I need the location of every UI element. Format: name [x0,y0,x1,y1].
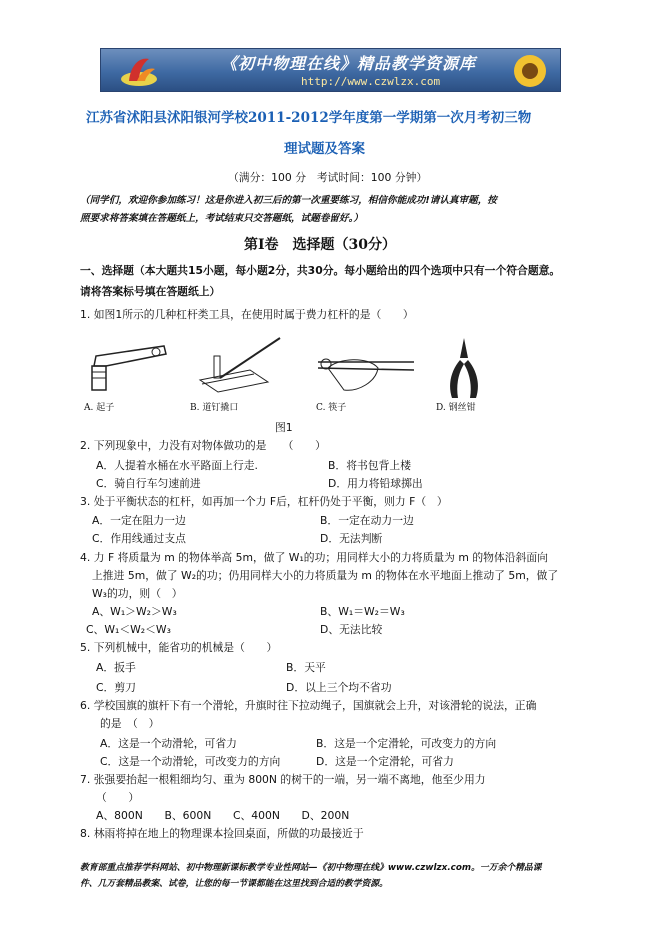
question-4-line3: W₃的功，则（ ） [92,587,183,600]
q2-option-a: A．人提着水桶在水平路面上行走. [96,459,258,472]
q2-option-b: B．将书包背上楼 [328,459,411,472]
question-6-line2: 的是 （ ） [100,717,160,730]
q6-option-b: B．这是一个定滑轮，可改变力的方向 [316,737,497,750]
bottle-opener-figure [84,336,196,398]
q4-option-d: D、无法比较 [320,623,383,636]
question-6-line1: 6. 学校国旗的旗杆下有一个滑轮，升旗时往下拉动绳子，国旗就会上升，对该滑轮的说法，正确 [80,699,537,712]
intro-note-line2: 照要求将答案填在答题纸上，考试结束只交答题纸，试题卷留好。） [80,213,364,224]
exam-title-line1: 江苏省沭阳县沭阳银河学校2011-2012学年度第一学期第一次月考初三物 [86,110,532,126]
banner-title: 《初中物理在线》精品教学资源库 [221,54,477,73]
q4-option-c: C、W₁＜W₂＜W₃ [86,623,171,636]
pliers-figure [440,336,490,400]
exam-meta: （满分：100 分 考试时间：100 分钟） [228,171,428,184]
question-5: 5. 下列机械中，能省功的机械是（ ） [80,641,278,654]
figure-caption: 图1 [275,421,293,434]
q5-option-d: D．以上三个均不省功 [286,681,392,694]
q3-option-b: B．一定在动力一边 [320,514,414,527]
figure-label-c: C. 筷子 [316,403,347,413]
q4-option-a: A、W₁＞W₂＞W₃ [92,605,177,618]
question-7-line2: （ ） [96,791,140,804]
sunflower-icon [508,51,552,91]
q4-option-b: B、W₁＝W₂＝W₃ [320,605,405,618]
figure-label-a: A. 起子 [84,403,115,413]
q2-option-d: D．用力将铅球掷出 [328,477,423,490]
question-4-line2: 上推进 5m，做了 W₂的功；仍用同样大小的力将质量为 m 的物体在水平地面上推动了 5m，做了 [92,569,559,582]
q5-option-a: A．扳手 [96,661,136,674]
rail-spike-pry-figure [190,330,290,400]
question-3: 3. 处于平衡状态的杠杆，如再加一个力 F后，杠杆仍处于平衡，则力 F（ ） [80,495,448,508]
q2-option-c: C．骑自行车匀速前进 [96,477,201,490]
q6-option-d: D．这是一个定滑轮，可省力 [316,755,454,768]
question-2: 2. 下列现象中，力没有对物体做功的是 （ ） [80,439,326,452]
q3-option-a: A．一定在阻力一边 [92,514,186,527]
question-4-line1: 4. 力 F 将质量为 m 的物体举高 5m，做了 W₁的功；用同样大小的力将质量为 m 的物体沿斜面向 [80,551,548,564]
exam-title-line2: 理试题及答案 [284,141,365,157]
section-instruction-line1: 一、选择题（本大题共15小题，每小题2分，共30分。每小题给出的四个选项中只有一个符合题意。 [80,264,561,277]
question-8: 8. 林雨将掉在地上的物理课本捡回桌面，所做的功最接近于 [80,827,364,840]
q3-option-d: D．无法判断 [320,532,383,545]
q6-option-c: C．这是一个动滑轮，可改变力的方向 [100,755,281,768]
q5-option-b: B．天平 [286,661,326,674]
question-1: 1. 如图1所示的几种杠杆类工具，在使用时属于费力杠杆的是（ ） [80,308,414,321]
chopsticks-figure [308,338,418,400]
figure-label-d: D. 钢丝钳 [436,403,476,413]
q5-option-c: C．剪刀 [96,681,136,694]
site-logo-icon [119,53,159,89]
intro-note-line1: （同学们，欢迎你参加练习！这是你进入初三后的第一次重要练习，相信你能成功!请认真审题，按 [80,195,497,206]
footer-line1: 教育部重点推荐学科网站、初中物理新课标教学专业性网站—《初中物理在线》www.czwlzx.com。一万余个精品课 [80,863,542,873]
section-instruction-line2: 请将答案标号填在答题纸上） [80,285,221,298]
header-banner [100,48,561,92]
q3-option-c: C．作用线通过支点 [92,532,186,545]
question-7-line1: 7. 张强要抬起一根粗细均匀、重为 800N 的树干的一端，另一端不离地，他至少用力 [80,773,486,786]
section-heading: 第Ⅰ卷 选择题（30分） [244,237,397,253]
q7-options: A、800N B、600N C、400N D、200N [96,809,350,822]
q6-option-a: A．这是一个动滑轮，可省力 [100,737,237,750]
banner-url[interactable]: http://www.czwlzx.com [301,75,441,88]
footer-line2: 件、几万套精品教案、试卷，让您的每一节课都能在这里找到合适的教学资源。 [80,879,388,889]
figure-label-b: B. 道钉撬口 [190,403,239,413]
